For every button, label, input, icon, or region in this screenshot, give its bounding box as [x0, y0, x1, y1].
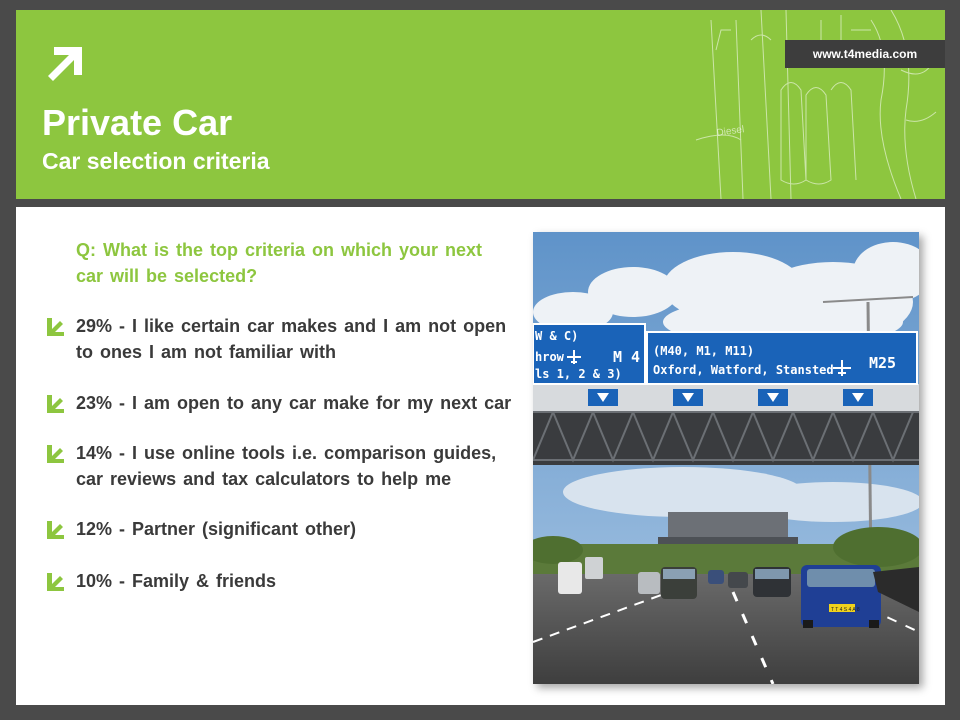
motorway-photo: [533, 232, 919, 684]
svg-text:Diesel: Diesel: [715, 124, 745, 139]
sign-left-line2: hrow: [535, 350, 564, 364]
answer-text: 14% - I use online tools i.e. comparison guides, car reviews and tax calculators to help me: [76, 443, 497, 489]
sign-left-road: M 4: [613, 348, 641, 366]
arrow-down-right-icon: [44, 571, 66, 593]
list-item: [44, 390, 524, 416]
answer-text: 10% - Family & friends: [76, 571, 277, 591]
survey-question: Q: What is the top criteria on which your next car will be selected?: [76, 240, 483, 286]
list-item: [44, 568, 524, 594]
answer-list: [44, 313, 524, 594]
header-banner: [16, 10, 945, 199]
content-panel: [16, 207, 945, 705]
list-item: [44, 440, 524, 492]
arrow-down-right-icon: [44, 316, 66, 338]
site-url-badge: www.t4media.com: [785, 40, 945, 68]
sign-left-line1: W & C): [535, 329, 579, 343]
arrow-up-right-icon: [44, 43, 86, 85]
page-title: Private Car: [42, 102, 233, 143]
sign-left-line3: ls 1, 2 & 3): [535, 367, 622, 381]
sign-right-line1: (M40, M1, M11): [653, 344, 755, 358]
license-plate: T T 4 S 4 A 8: [831, 607, 860, 613]
list-item: [44, 516, 524, 542]
answer-text: 23% - I am open to any car make for my next car: [76, 393, 512, 413]
answer-text: 29% - I like certain car makes and I am not open to ones I am not familiar with: [76, 316, 507, 362]
answer-text: 12% - Partner (significant other): [76, 519, 357, 539]
fuel-pump-sketch: [691, 10, 945, 199]
sign-right-road: M25: [869, 354, 897, 372]
sign-right-line2: Oxford, Watford, Stansted: [653, 363, 834, 377]
arrow-down-right-icon: [44, 393, 66, 415]
arrow-down-right-icon: [44, 519, 66, 541]
page-subtitle: Car selection criteria: [42, 148, 270, 174]
list-item: [44, 313, 524, 365]
arrow-down-right-icon: [44, 443, 66, 465]
